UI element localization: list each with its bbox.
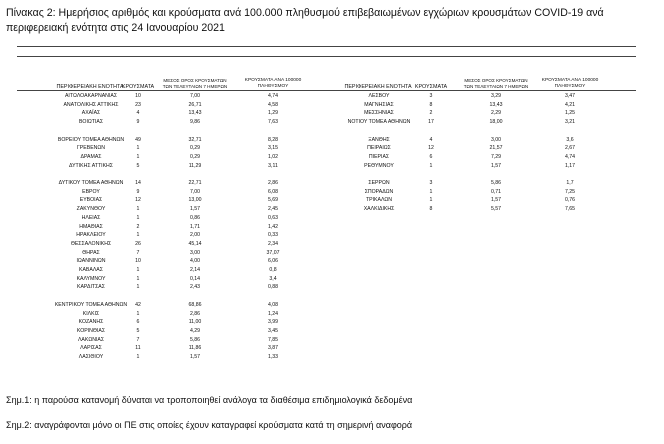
left-avg-cell: 2,00	[189, 232, 201, 239]
left-cases-cell: 14	[135, 180, 141, 186]
left-per100k-cell: 2,86	[267, 180, 279, 186]
right-avg-cell: 7,29	[490, 153, 502, 160]
left-region-cell: ΑΙΤΩΛΟΑΚΑΡΝΑΝΙΑΣ	[64, 93, 118, 99]
left-region-cell: ΔΡΑΜΑΣ	[80, 153, 102, 160]
left-cases-cell: 1	[136, 232, 140, 239]
note-2: Σημ.2: αναγράφονται μόνο οι ΠΕ στις οποίες έχουν καταγραφεί κρούσματα κατά τη σημερινή αναφορά	[6, 420, 413, 430]
right-cases-cell: 4	[429, 136, 433, 143]
left-cases-cell: 12	[135, 197, 141, 204]
right-region-cell: ΠΙΕΡΙΑΣ	[368, 153, 390, 160]
left-avg-cell: 5,86	[189, 336, 201, 343]
left-per100k-cell: 5,69	[267, 197, 279, 204]
right-region-cell: ΧΑΛΚΙΔΙΚΗΣ	[363, 206, 395, 213]
left-cases-cell: 1	[136, 310, 140, 317]
right-header-avg: ΜΕΣΟΣ ΟΡΟΣ ΚΡΟΥΣΜΑΤΩΝ ΤΩΝ ΤΕΛΕΥΤΑΙΩΝ 7 ΗΜΕΡΩΝ	[463, 78, 529, 89]
left-cases-cell: 7	[136, 249, 140, 256]
left-per100k-cell: 1,29	[267, 110, 279, 117]
left-header-per100k: ΚΡΟΥΣΜΑΤΑ ΑΝΑ 100000 ΠΛΗΘΥΣΜΟΥ	[244, 78, 302, 89]
left-region-cell: ΛΑΚΩΝΙΑΣ	[77, 336, 105, 343]
left-avg-cell: 4,00	[189, 258, 201, 265]
right-avg-cell: 2,29	[490, 110, 502, 117]
left-region-cell: ΚΑΒΑΛΑΣ	[79, 267, 103, 273]
right-region-cell: ΣΕΡΡΩΝ	[368, 180, 390, 186]
right-per100k-cell: 3,21	[564, 119, 576, 126]
right-header-per100k: ΚΡΟΥΣΜΑΤΑ ΑΝΑ 100000 ΠΛΗΘΥΣΜΟΥ	[541, 78, 599, 89]
right-region-cell: ΞΑΝΘΗΣ	[368, 136, 390, 143]
left-per100k-cell: 3,99	[267, 319, 279, 326]
left-region-cell: ΛΑΣΙΘΙΟΥ	[78, 354, 104, 360]
left-avg-cell: 0,86	[189, 214, 201, 221]
divider-top	[17, 46, 636, 47]
left-cases-cell: 5	[136, 162, 140, 169]
left-avg-cell: 45,14	[188, 240, 202, 247]
right-avg-cell: 0,71	[490, 188, 502, 195]
right-avg-cell: 3,29	[490, 93, 502, 99]
right-per100k-cell: 4,74	[564, 153, 576, 160]
right-cases-cell: 8	[429, 101, 433, 108]
right-region-cell: ΜΕΣΣΗΝΙΑΣ	[364, 110, 394, 117]
left-avg-cell: 0,29	[189, 153, 201, 160]
right-region-cell: ΝΟΤΙΟΥ ΤΟΜΕΑ ΑΘΗΝΩΝ	[347, 119, 411, 126]
left-per100k-cell: 0,88	[267, 284, 279, 291]
right-per100k-cell: 1,25	[564, 110, 576, 117]
left-per100k-cell: 2,34	[267, 240, 279, 247]
left-region-cell: ΙΩΑΝΝΙΝΩΝ	[76, 258, 106, 265]
divider-header	[17, 90, 636, 91]
left-region-cell: ΔΥΤΙΚΟΥ ΤΟΜΕΑ ΑΘΗΝΩΝ	[58, 180, 124, 186]
right-per100k-cell: 3,47	[564, 93, 576, 99]
left-cases-cell: 10	[135, 93, 141, 99]
left-per100k-cell: 0,8	[269, 267, 277, 273]
left-cases-cell: 1	[136, 214, 140, 221]
right-region-cell: ΛΕΣΒΟΥ	[368, 93, 390, 99]
left-avg-cell: 1,57	[189, 354, 201, 360]
left-cases-cell: 5	[136, 327, 140, 334]
right-cases-cell: 1	[429, 188, 433, 195]
left-per100k-cell: 3,15	[267, 145, 279, 152]
left-per100k-cell: 4,74	[267, 93, 279, 99]
left-per100k-cell: 1,24	[267, 310, 279, 317]
left-header-avg: ΜΕΣΟΣ ΟΡΟΣ ΚΡΟΥΣΜΑΤΩΝ ΤΩΝ ΤΕΛΕΥΤΑΙΩΝ 7 ΗΜΕΡΩΝ	[162, 78, 228, 89]
note-1: Σημ.1: η παρούσα κατανομή δύναται να τροποποιηθεί ανάλογα τα διαθέσιμα επιδημιολογικά δεδομένα	[6, 395, 413, 405]
left-per100k-cell: 3,11	[268, 162, 278, 169]
right-region-cell: ΠΕΙΡΑΙΩΣ	[367, 145, 391, 152]
left-avg-cell: 0,29	[189, 145, 201, 152]
right-per100k-cell: 1,17	[564, 162, 576, 169]
right-avg-cell: 5,57	[490, 206, 502, 213]
right-cases-cell: 1	[429, 197, 433, 204]
left-cases-cell: 1	[136, 153, 140, 160]
left-avg-cell: 11,29	[188, 162, 202, 169]
left-cases-cell: 9	[136, 188, 140, 195]
left-header-region: ΠΕΡΙΦΕΡΕΙΑΚΗ ΕΝΟΤΗΤΑ	[56, 84, 124, 90]
left-cases-cell: 1	[136, 275, 140, 282]
right-cases-cell: 2	[429, 110, 433, 117]
right-header-region: ΠΕΡΙΦΕΡΕΙΑΚΗ ΕΝΟΤΗΤΑ	[344, 84, 412, 90]
left-cases-cell: 26	[135, 240, 141, 247]
left-avg-cell: 11,86	[188, 345, 202, 352]
right-avg-cell: 5,86	[490, 180, 502, 186]
left-region-cell: ΚΑΡΔΙΤΣΑΣ	[77, 284, 105, 291]
left-per100k-cell: 8,28	[267, 136, 279, 143]
left-cases-cell: 10	[135, 258, 141, 265]
left-region-cell: ΘΗΡΑΣ	[82, 249, 100, 256]
right-avg-cell: 1,57	[490, 162, 502, 169]
left-per100k-cell: 6,06	[267, 258, 279, 265]
left-region-cell: ΒΟΙΩΤΙΑΣ	[78, 119, 104, 126]
left-per100k-cell: 3,45	[267, 327, 279, 334]
left-avg-cell: 2,43	[189, 284, 201, 291]
right-cases-cell: 6	[429, 153, 433, 160]
left-avg-cell: 11,00	[188, 319, 202, 326]
right-table	[0, 94, 664, 234]
right-header-cases: ΚΡΟΥΣΜΑΤΑ	[414, 84, 448, 90]
left-region-cell: ΚΟΡΙΝΘΙΑΣ	[76, 327, 106, 334]
right-per100k-cell: 7,25	[564, 188, 576, 195]
left-avg-cell: 2,14	[189, 267, 201, 273]
left-cases-cell: 11	[135, 345, 141, 352]
left-avg-cell: 1,57	[189, 206, 201, 213]
left-per100k-cell: 3,87	[267, 345, 279, 352]
right-avg-cell: 21,57	[489, 145, 503, 152]
left-per100k-cell: 7,85	[267, 336, 279, 343]
left-avg-cell: 7,00	[189, 188, 201, 195]
right-cases-cell: 3	[429, 180, 433, 186]
right-per100k-cell: 3,6	[566, 136, 574, 143]
right-per100k-cell: 1,7	[566, 180, 574, 186]
left-avg-cell: 1,71	[189, 223, 201, 230]
left-cases-cell: 9	[136, 119, 140, 126]
left-per100k-cell: 0,33	[267, 232, 279, 239]
left-region-cell: ΚΑΛΥΜΝΟΥ	[76, 275, 106, 282]
left-region-cell: ΛΑΡΙΣΑΣ	[80, 345, 102, 352]
left-avg-cell: 32,71	[188, 136, 202, 143]
right-avg-cell: 13,43	[489, 101, 503, 108]
right-per100k-cell: 0,76	[564, 197, 576, 204]
left-per100k-cell: 2,45	[267, 206, 279, 213]
left-cases-cell: 4	[136, 110, 140, 117]
right-region-cell: ΡΕΘΥΜΝΟΥ	[364, 162, 394, 169]
left-avg-cell: 22,71	[188, 180, 202, 186]
left-per100k-cell: 1,33	[267, 354, 279, 360]
left-cases-cell: 1	[136, 145, 140, 152]
left-avg-cell: 13,43	[188, 110, 202, 117]
left-region-cell: ΑΝΑΤΟΛΙΚΗΣ ΑΤΤΙΚΗΣ	[63, 101, 119, 108]
right-region-cell: ΜΑΓΝΗΣΙΑΣ	[364, 101, 394, 108]
left-per100k-cell: 7,63	[267, 119, 279, 126]
left-cases-cell: 42	[135, 301, 141, 308]
left-avg-cell: 4,29	[189, 327, 201, 334]
right-per100k-cell: 2,67	[564, 145, 576, 152]
table-title: Πίνακας 2: Ημερήσιος αριθμός και κρούσματα ανά 100.000 πληθυσμού επιβεβαιωμένων εγχώριων κρουσμάτων COVID-19 ανά περιφερειακή ενότητα στις 24 Ιανουαρίου 2021	[6, 7, 604, 34]
left-per100k-cell: 37,07	[266, 249, 280, 256]
right-avg-cell: 3,00	[490, 136, 502, 143]
left-region-cell: ΑΧΑΪΑΣ	[81, 110, 101, 117]
left-region-cell: ΗΛΕΙΑΣ	[81, 214, 101, 221]
left-cases-cell: 1	[136, 206, 140, 213]
left-region-cell: ΚΙΛΚΙΣ	[82, 310, 100, 317]
right-cases-cell: 3	[429, 93, 433, 99]
left-region-cell: ΒΟΡΕΙΟΥ ΤΟΜΕΑ ΑΘΗΝΩΝ	[57, 136, 125, 143]
left-per100k-cell: 4,58	[267, 101, 279, 108]
left-per100k-cell: 1,02	[267, 153, 279, 160]
right-per100k-cell: 7,65	[564, 206, 576, 213]
left-cases-cell: 23	[135, 101, 141, 108]
left-region-cell: ΗΡΑΚΛΕΙΟΥ	[76, 232, 106, 239]
left-cases-cell: 2	[136, 223, 140, 230]
left-avg-cell: 13,00	[188, 197, 202, 204]
right-region-cell: ΣΠΟΡΑΔΩΝ	[364, 188, 394, 195]
left-region-cell: ΕΒΡΟΥ	[82, 188, 100, 195]
left-region-cell: ΚΕΝΤΡΙΚΟΥ ΤΟΜΕΑ ΑΘΗΝΩΝ	[54, 301, 128, 308]
left-avg-cell: 0,14	[189, 275, 201, 282]
left-region-cell: ΗΜΑΘΙΑΣ	[79, 223, 103, 230]
left-per100k-cell: 3,4	[269, 275, 277, 282]
left-cases-cell: 6	[136, 319, 140, 326]
left-region-cell: ΚΟΖΑΝΗΣ	[78, 319, 104, 326]
left-region-cell: ΘΕΣΣΑΛΟΝΙΚΗΣ	[70, 240, 112, 247]
right-cases-cell: 17	[428, 119, 434, 126]
left-region-cell: ΓΡΕΒΕΝΩΝ	[76, 145, 106, 152]
left-avg-cell: 7,00	[189, 93, 201, 99]
right-region-cell: ΤΡΙΚΑΛΩΝ	[365, 197, 393, 204]
left-header-cases: ΚΡΟΥΣΜΑΤΑ	[121, 84, 155, 90]
left-cases-cell: 1	[136, 267, 140, 273]
left-cases-cell: 49	[135, 136, 141, 143]
left-cases-cell: 1	[136, 354, 140, 360]
left-avg-cell: 2,86	[189, 310, 201, 317]
left-avg-cell: 3,00	[189, 249, 201, 256]
right-avg-cell: 18,00	[489, 119, 503, 126]
left-per100k-cell: 1,42	[267, 223, 279, 230]
left-region-cell: ΔΥΤΙΚΗΣ ΑΤΤΙΚΗΣ	[69, 162, 113, 169]
right-avg-cell: 1,57	[490, 197, 502, 204]
left-per100k-cell: 6,08	[267, 188, 279, 195]
right-cases-cell: 1	[429, 162, 433, 169]
left-cases-cell: 1	[136, 284, 140, 291]
left-region-cell: ΖΑΚΥΝΘΟΥ	[76, 206, 106, 213]
left-avg-cell: 68,86	[188, 301, 202, 308]
left-avg-cell: 26,71	[188, 101, 202, 108]
right-cases-cell: 12	[428, 145, 434, 152]
left-region-cell: ΕΥΒΟΙΑΣ	[79, 197, 103, 204]
left-cases-cell: 7	[136, 336, 140, 343]
right-per100k-cell: 4,21	[564, 101, 576, 108]
divider-middle	[17, 56, 636, 57]
left-per100k-cell: 0,63	[267, 214, 279, 221]
left-per100k-cell: 4,08	[267, 301, 279, 308]
left-avg-cell: 9,86	[189, 119, 201, 126]
right-cases-cell: 8	[429, 206, 433, 213]
